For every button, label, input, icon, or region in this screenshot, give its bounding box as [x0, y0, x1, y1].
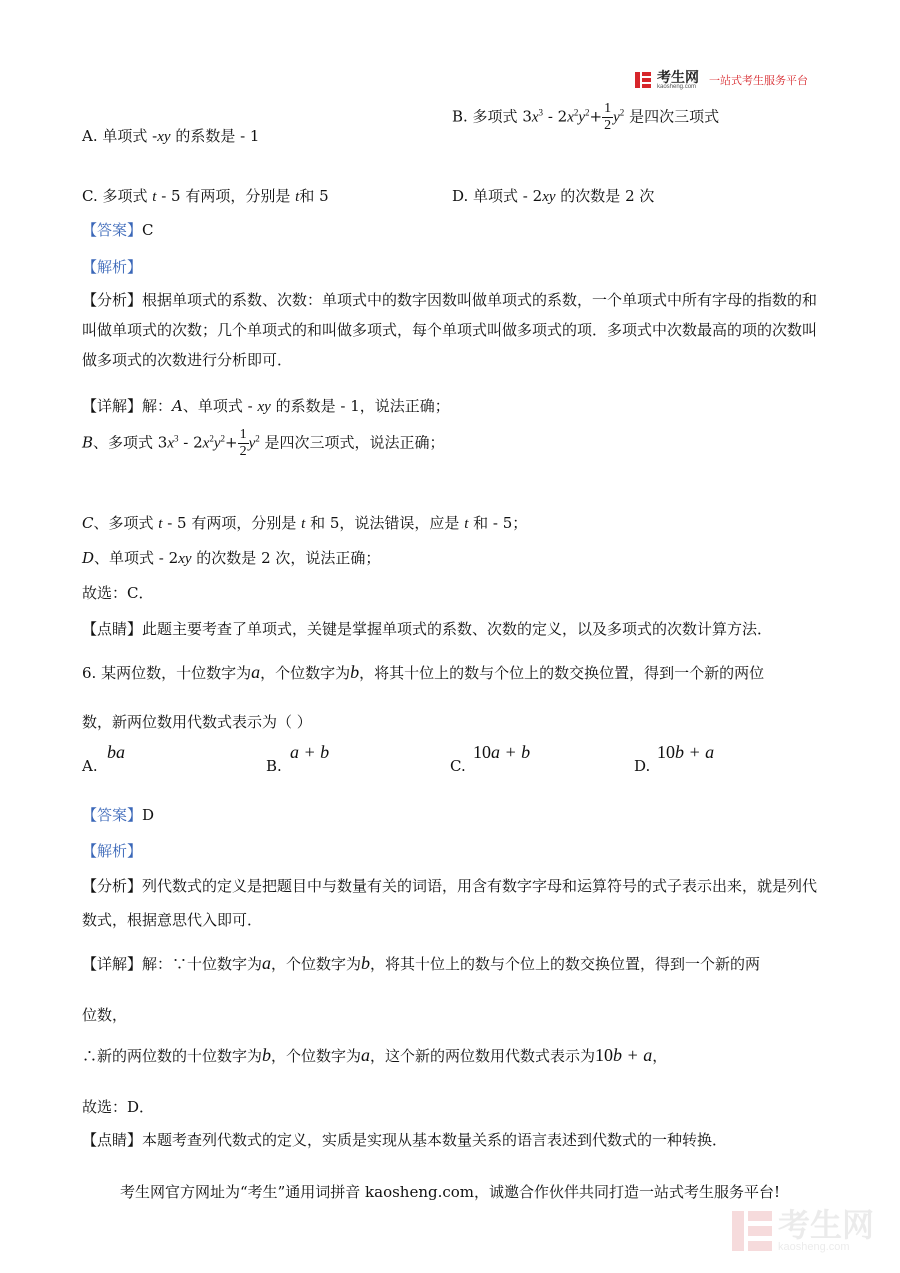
q6-xiangjie-line2: 位数，	[82, 1006, 128, 1024]
fraction-one-half: $\frac{1}{2}$	[239, 427, 247, 459]
q5-answer: 【答案】C	[82, 221, 154, 239]
watermark-brand: 考生网	[777, 1207, 874, 1243]
q5-xiangjie-a: 【详解】解：A、单项式 - xy 的系数是 - 1，说法正确；	[82, 397, 450, 415]
q5-option-d: D. 单项式 - 2xy 的次数是 2 次	[452, 187, 655, 205]
q5-guxuan: 故选：C．	[82, 584, 154, 602]
q6-option-c-expr: 10a + b	[473, 742, 531, 762]
q5-xiangjie-b: B、多项式 $3x^3 - 2x^2y^2+$ $\frac{1}{2}$ $y^2$ 是四次三项式，说法正确；	[82, 427, 445, 459]
logo-slogan: 一站式考生服务平台	[709, 75, 808, 87]
q6-analysis-label: 【解析】	[82, 842, 143, 860]
q6-xiangjie-line3: ∴新的两位数的十位数字为b，个位数字为a，这个新的两位数用代数式表示为10b + a，	[82, 1045, 668, 1065]
q5-analysis-label: 【解析】	[82, 258, 143, 276]
q6-option-a-label: A.	[82, 757, 98, 775]
header-logo	[635, 70, 808, 90]
q6-option-a-expr: ba	[107, 742, 125, 762]
q5-option-b: B. 多项式 $3x^3 - 2x^2y^2+$ $\frac{1}{2}$ $y^2$ 是四次三项式	[452, 101, 720, 133]
q6-option-d-expr: 10b + a	[657, 742, 715, 762]
q6-option-d-label: D.	[634, 757, 651, 775]
q6-answer: 【答案】D	[82, 806, 155, 824]
q6-stem-line2: 数，新两位数用代数式表示为（ ）	[82, 713, 312, 731]
logo-url: kaosheng.com	[657, 84, 697, 90]
fraction-one-half: $\frac{1}{2}$	[604, 101, 612, 133]
q6-option-b-expr: a + b	[290, 742, 330, 762]
footer-text: 考生网官方网址为“考生”通用词拼音 kaosheng.com，诚邀合作伙伴共同打造一站式考生服务平台!	[119, 1183, 781, 1201]
kaosheng-watermark-icon	[732, 1211, 772, 1251]
logo-brand: 考生网	[657, 69, 699, 85]
watermark-url: kaosheng.com	[777, 1241, 850, 1253]
q6-fenxi: 【分析】列代数式的定义是把题目中与数量有关的词语，用含有数字字母和运算符号的式子表示出来，就是列代数式，根据意思代入即可．	[82, 877, 818, 929]
q6-option-b-label: B.	[266, 757, 282, 775]
q5-option-a: A. 单项式 -xy 的系数是 - 1	[82, 127, 260, 145]
q6-option-c-label: C.	[450, 757, 466, 775]
watermark	[732, 1209, 874, 1253]
q5-fenxi: 【分析】根据单项式的系数、次数：单项式中的数字因数叫做单项式的系数，一个单项式中所有字母的指数的和叫做单项式的次数；几个单项式的和叫做多项式，每个单项式叫做多项式的项．多项式中次数最高的项的次数叫做多项式的次数进行分析即可．	[82, 291, 818, 369]
kaosheng-logo-icon	[635, 72, 651, 88]
q6-guxuan: 故选：D．	[82, 1098, 155, 1116]
q5-xiangjie-d: D、单项式 - 2xy 的次数是 2 次，说法正确；	[82, 549, 381, 567]
q6-xiangjie-line1: 【详解】解：∵十位数字为a，个位数字为b，将其十位上的数与个位上的数交换位置，得到一个新的两	[82, 953, 761, 973]
q6-stem-line1: 6. 某两位数，十位数字为a，个位数字为b，将其十位上的数与个位上的数交换位置，得到一个新的两位	[82, 662, 765, 682]
q6-dianjing: 【点睛】本题考查列代数式的定义，实质是实现从基本数量关系的语言表述到代数式的一种转换．	[82, 1131, 728, 1149]
q5-dianjing: 【点睛】此题主要考查了单项式，关键是掌握单项式的系数、次数的定义，以及多项式的次数计算方法．	[82, 620, 773, 638]
q5-xiangjie-c: C、多项式 t - 5 有两项，分别是 t 和 5，说法错误，应是 t 和 - 5；	[82, 514, 528, 532]
q5-option-c: C. 多项式 t - 5 有两项，分别是 t和 5	[82, 187, 329, 205]
